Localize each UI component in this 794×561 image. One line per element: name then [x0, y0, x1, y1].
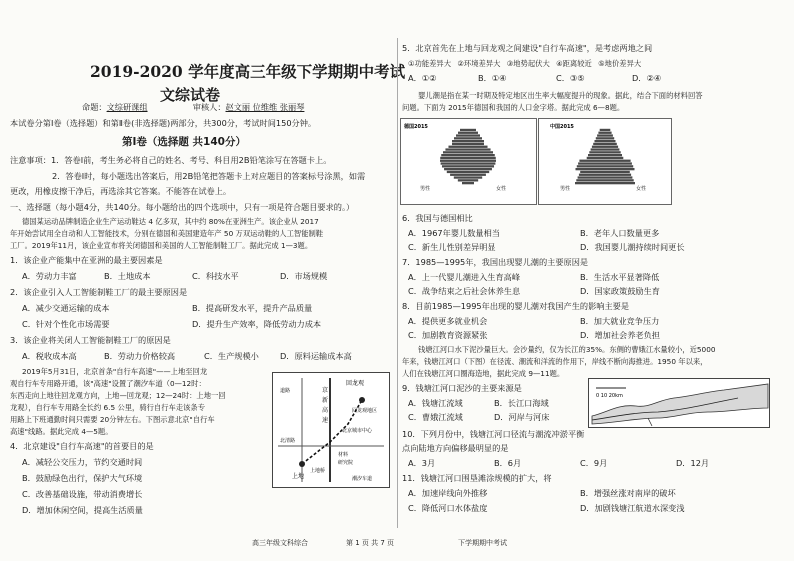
- pyramid-bar: [600, 129, 605, 131]
- passage-line: 高速"线路。据此完成 4—5题。: [10, 427, 113, 436]
- pyramid-bar: [605, 168, 635, 170]
- option: C．③⑤: [556, 73, 585, 83]
- pyramid-bar: [597, 134, 605, 136]
- pyramid-bar: [591, 148, 605, 150]
- pyramid-bar: [452, 143, 468, 145]
- pyramid-bar: [578, 162, 605, 164]
- pyramid-bar: [468, 157, 496, 159]
- pyramid-bar: [576, 179, 605, 181]
- pyramid-bar: [458, 179, 468, 181]
- pyramid-bar: [468, 176, 482, 178]
- option: B．老年人口数量更多: [580, 228, 660, 238]
- pyramid-bar: [580, 171, 605, 173]
- map-label: 速: [322, 417, 329, 424]
- question-stem: 11．钱塘江河口围垦滩涂规模的扩大，将: [402, 473, 552, 483]
- option: C．曹娥江流域: [408, 412, 463, 422]
- option: C．降低河口水体盐度: [408, 503, 488, 513]
- map-label: 北清路: [280, 438, 296, 444]
- pyramid-bar: [468, 165, 494, 167]
- pyramid-bar: [605, 134, 613, 136]
- pyramid-bar: [598, 132, 605, 134]
- map-label: 研究院: [338, 460, 354, 466]
- passage-line: 2019年5月31日，北京首条"自行车高速"——上地至回龙: [22, 367, 208, 376]
- column-divider: [397, 38, 398, 528]
- scale-label: 0 10 20km: [596, 393, 623, 399]
- passage-line: 德国某运动品牌制造企业生产运动鞋达 4 亿多双，其中约 80%在亚洲生产。该企业从 2017: [22, 217, 319, 226]
- pyramid-bar: [468, 151, 493, 153]
- option: B．劳动力价格较高: [104, 351, 176, 361]
- option: D．加剧钱塘江航道水深变浅: [580, 503, 685, 513]
- map-label: 潮汐车道: [352, 476, 373, 482]
- pyramid-bar: [468, 168, 492, 170]
- passage-line: 工厂。2019年11月，该企业宣布将关闭德国和美国的人工智能制鞋工厂。据此完成 1—3题。: [10, 241, 313, 250]
- pyramid-bar: [605, 162, 632, 164]
- footer-left: 高三年级文科综合: [252, 539, 308, 547]
- exam-subtitle: 文综试卷: [160, 86, 221, 104]
- option: C．科技水平: [192, 271, 239, 281]
- pyramid-bar: [605, 182, 635, 184]
- pyramid-bar: [440, 160, 468, 162]
- option: A．减轻公交压力，节约交通时间: [22, 457, 143, 467]
- option: C．战争结束之后社会休养生息: [408, 286, 521, 296]
- pyramid-bar: [605, 171, 630, 173]
- pyramid-bar: [605, 154, 622, 156]
- option: D．增加休闲空间，提高生活质量: [22, 505, 143, 515]
- pyramid-bar: [468, 154, 495, 156]
- option: B．增强丝涨对南岸的破坏: [580, 488, 676, 498]
- map-label: 新: [322, 397, 329, 404]
- map-label: 回龙观地区: [352, 408, 378, 414]
- pyramid-label-germany: 德国2015: [404, 124, 428, 130]
- item: ②环境差异大: [457, 59, 501, 68]
- passage-line: 观自行车专用路开通，该"高速"设置了潮汐车道（0—12时：: [10, 379, 206, 388]
- option: D．提升生产效率，降低劳动力成本: [192, 319, 322, 329]
- passage-line: 婴儿潮是指在某一时期及特定地区出生率大幅度提升的现象。据此，结合下面的材料回答: [418, 91, 703, 100]
- passage-line: 龙观），自行车专用路全长约 6.5 公里，骑行自行车走该条专: [10, 403, 206, 412]
- question-stem: 8．目前1985—1995年出现的婴儿潮对我国产生的影响主要是: [402, 301, 630, 311]
- option: C．生产规模小: [204, 351, 259, 361]
- pyramid-bar: [450, 174, 468, 176]
- passage-line: 年来，钱塘江河口（下图）在径流、潮流和洋流的作用下，岸线不断向海推进。1950 年以来，: [402, 357, 708, 366]
- option: C．加剧教育资源紧张: [408, 330, 488, 340]
- authors-line: [82, 101, 304, 113]
- pyramid-bar: [579, 174, 605, 176]
- pyramid-bar: [468, 143, 484, 145]
- map-label: 高: [322, 407, 329, 414]
- exam-title: 2019-2020 学年度高三年级下学期期中考试: [90, 62, 406, 81]
- huilongguan-point: [359, 397, 365, 403]
- pyramid-bar: [578, 176, 605, 178]
- note-line: 注意事项：1．答卷Ⅰ前，考生务必将自己的姓名、考号、科目用2B铅笔涂写在答题卡上。: [10, 155, 332, 165]
- option: B．①④: [478, 73, 507, 83]
- option: A．钱塘江流域: [408, 398, 463, 408]
- female-label: 女性: [636, 186, 647, 192]
- pyramid-bar: [452, 140, 468, 142]
- option: A．①②: [408, 73, 437, 83]
- male-label: 男性: [560, 186, 571, 192]
- pyramid-bar: [468, 171, 489, 173]
- reviewer-label: 审核人：: [192, 102, 226, 112]
- pyramid-bar: [605, 179, 634, 181]
- pyramid-bar: [605, 176, 632, 178]
- option: D．原料运输成本高: [280, 351, 352, 361]
- option: B．鼓励绿色出行，保护大气环境: [22, 473, 143, 483]
- map-label: 京: [322, 387, 329, 394]
- pyramid-bar: [468, 137, 482, 139]
- option: D．市场规模: [280, 271, 328, 281]
- option: C．新生儿性别差异明显: [408, 242, 496, 252]
- pyramid-bar: [462, 182, 468, 184]
- pyramid-bar: [443, 151, 468, 153]
- option: A．劳动力丰富: [22, 271, 77, 281]
- pyramid-bar: [447, 171, 468, 173]
- pyramid-bar: [605, 146, 618, 148]
- intro-line: 本试卷分第Ⅰ卷（选择题）和第Ⅱ卷(非选择题)两部分，共300分，考试时间150分钟。: [10, 118, 317, 128]
- option: C．改善基础设施，带动消费增长: [22, 489, 143, 499]
- option: B．长江口海域: [494, 398, 549, 408]
- option: A．3月: [408, 458, 436, 468]
- map-label: 上地桥: [310, 468, 326, 474]
- pyramid-bar: [458, 132, 468, 134]
- pyramid-bar: [589, 151, 605, 153]
- question-stem: 5．北京首先在上地与回龙观之间建设"自行车高速"，是考虑两地之间: [402, 43, 653, 53]
- pyramid-bar: [587, 157, 605, 159]
- pyramid-bar: [442, 165, 468, 167]
- pyramid-bar: [593, 143, 605, 145]
- pyramid-bar: [468, 146, 488, 148]
- question-stem: 6．我国与德国相比: [402, 213, 473, 223]
- option: B．6月: [494, 458, 522, 468]
- item: ①功能差异大: [408, 59, 452, 68]
- shangdi-point: [299, 461, 305, 467]
- pyramid-bar: [605, 148, 619, 150]
- option: D．12月: [676, 458, 710, 468]
- option: A．提供更多就业机会: [408, 316, 488, 326]
- pyramid-bar: [605, 157, 623, 159]
- note-line: 更改，用橡皮擦干净后，再选涂其它答案。不能答在试卷上。: [10, 186, 232, 196]
- passage-line: 钱塘江河口水下泥沙量巨大。会沙量约，仅为长江的35%。东侧的曹娥江水量较小，近5000: [418, 345, 716, 354]
- pyramid-bar: [605, 132, 612, 134]
- option: D．我国婴儿潮持续时间更长: [580, 242, 685, 252]
- pyramid-bar: [468, 162, 495, 164]
- passage-line: 东西走向上地往回龙观方向，上地—回龙观；12—24时：上地一回: [10, 391, 226, 400]
- map-label: 材料: [338, 452, 349, 458]
- pyramid-label-china: 中国2015: [550, 124, 574, 130]
- pyramid-bar: [468, 174, 486, 176]
- question-stem: 点向陆地方向偏移最明显的是: [402, 443, 509, 453]
- pyramid-bar: [445, 148, 468, 150]
- pyramid-bar: [605, 137, 614, 139]
- pyramid-bar: [468, 148, 491, 150]
- pyramid-bar: [575, 182, 605, 184]
- pyramid-bar: [448, 146, 468, 148]
- pyramid-bar: [577, 165, 605, 167]
- option: A．1967年婴儿数量相当: [408, 228, 500, 238]
- pyramid-bar: [596, 137, 605, 139]
- pyramid-bar: [468, 140, 484, 142]
- pyramid-bar: [576, 168, 606, 170]
- pyramid-bar: [605, 129, 610, 131]
- option: B．提高研发水平，提升产品质量: [192, 303, 313, 313]
- option: D．增加社会养老负担: [580, 330, 660, 340]
- bike-highway-map: [272, 372, 390, 488]
- option: A．加速岸线向外推移: [408, 488, 488, 498]
- pyramid-bar: [454, 176, 468, 178]
- question-stem: 10．下列月份中，钱塘江河口径流与潮流冲淤平衡: [402, 429, 585, 439]
- proposer: 文综研课组: [106, 102, 148, 112]
- map-label: 道路: [280, 388, 291, 394]
- pyramid-bar: [460, 129, 468, 131]
- pyramid-bar: [444, 168, 468, 170]
- option: B．加大就业竞争压力: [580, 316, 660, 326]
- footer-right: 下学期期中考试: [458, 539, 507, 547]
- pyramid-bar: [440, 157, 468, 159]
- pyramid-bar: [579, 160, 605, 162]
- pyramid-bar: [454, 137, 468, 139]
- option: C．针对个性化市场需要: [22, 319, 110, 329]
- pyramid-bar: [605, 160, 631, 162]
- option: D．②④: [632, 73, 662, 83]
- map-label: 上地: [292, 473, 305, 480]
- question-stem: 3．该企业将关闭人工智能制鞋工厂的原因是: [10, 335, 171, 345]
- pyramid-bar: [468, 160, 496, 162]
- passage-line: 人们在钱塘江河口圈海造地，据此完成 9—11题。: [402, 369, 565, 378]
- q5-items: [408, 58, 641, 69]
- reviewer: 赵文丽 位维维 张丽琴: [225, 102, 305, 112]
- pyramid-bar: [468, 129, 476, 131]
- passage-line: 年开始尝试用全自动和人工智能技术，分别在德国和美国建造年产 50 万双运动鞋的人工智能制鞋: [10, 229, 324, 238]
- pyramid-bar: [441, 154, 468, 156]
- page-number: 第 1 页 共 7 页: [346, 539, 395, 547]
- map-label: 北京城市中心: [342, 428, 373, 434]
- pyramid-bar: [605, 140, 616, 142]
- passage-line: 用路上下班通勤时间只需要 20分钟左右。下图示意北京"自行车: [10, 415, 215, 424]
- question-stem: 4．北京建设"自行车高速"的首要目的是: [10, 441, 154, 451]
- question-stem: 9．钱塘江河口泥沙的主要来源是: [402, 383, 522, 393]
- option: A．税收成本高: [22, 351, 77, 361]
- pyramid-bar: [605, 143, 617, 145]
- pyramid-bar: [588, 154, 605, 156]
- pyramid-bar: [468, 179, 478, 181]
- option: C．9月: [580, 458, 608, 468]
- proposer-label: 命题：: [82, 102, 107, 112]
- item: ③地势起伏大: [506, 59, 550, 68]
- pyramid-bar: [605, 174, 631, 176]
- section-title: 一、选择题（每小题4分，共140分。每小题给出的四个选项中，只有一项是符合题目要求的。）: [10, 202, 355, 212]
- question-stem: 1．该企业产能集中在亚洲的最主要因素是: [10, 255, 163, 265]
- option: D．国家政策鼓励生育: [580, 286, 660, 296]
- passage-line: 问题。下面为 2015年德国和我国的人口金字塔。据此完成 6—8题。: [402, 103, 625, 112]
- pyramid-bar: [605, 165, 633, 167]
- pyramid-bar: [468, 132, 478, 134]
- qiantang-estuary-map: [588, 378, 770, 428]
- option: B．生活水平显著降低: [580, 272, 660, 282]
- pyramid-bar: [468, 182, 474, 184]
- note-line: 2．答卷Ⅰ时，每小题选出答案后，用2B铅笔把答题卡上对应题目的答案标号涂黑，如需: [52, 171, 366, 181]
- item: ④距离较近: [556, 59, 592, 68]
- map-label: 回龙观: [346, 380, 365, 387]
- option: A．减少交通运输的成本: [22, 303, 110, 313]
- question-stem: 2．该企业引入人工智能制鞋工厂的最主要原因是: [10, 287, 188, 297]
- option: A．上一代婴儿潮进入生育高峰: [408, 272, 521, 282]
- female-label: 女性: [496, 186, 507, 192]
- pyramid-bar: [441, 162, 468, 164]
- population-pyramids: [400, 118, 672, 206]
- part1-title: 第Ⅰ卷（选择题 共140分）: [122, 136, 246, 148]
- pyramid-bar: [592, 146, 605, 148]
- pyramid-bar: [468, 134, 480, 136]
- male-label: 男性: [420, 186, 431, 192]
- question-stem: 7．1985—1995年，我国出现婴儿潮的主要原因是: [402, 257, 589, 267]
- pyramid-bar: [605, 151, 621, 153]
- pyramid-bar: [595, 140, 606, 142]
- pyramid-bar: [456, 134, 468, 136]
- item: ⑤地价差异大: [598, 59, 642, 68]
- option: B．土地成本: [104, 271, 151, 281]
- option: D．河岸与河床: [494, 412, 550, 422]
